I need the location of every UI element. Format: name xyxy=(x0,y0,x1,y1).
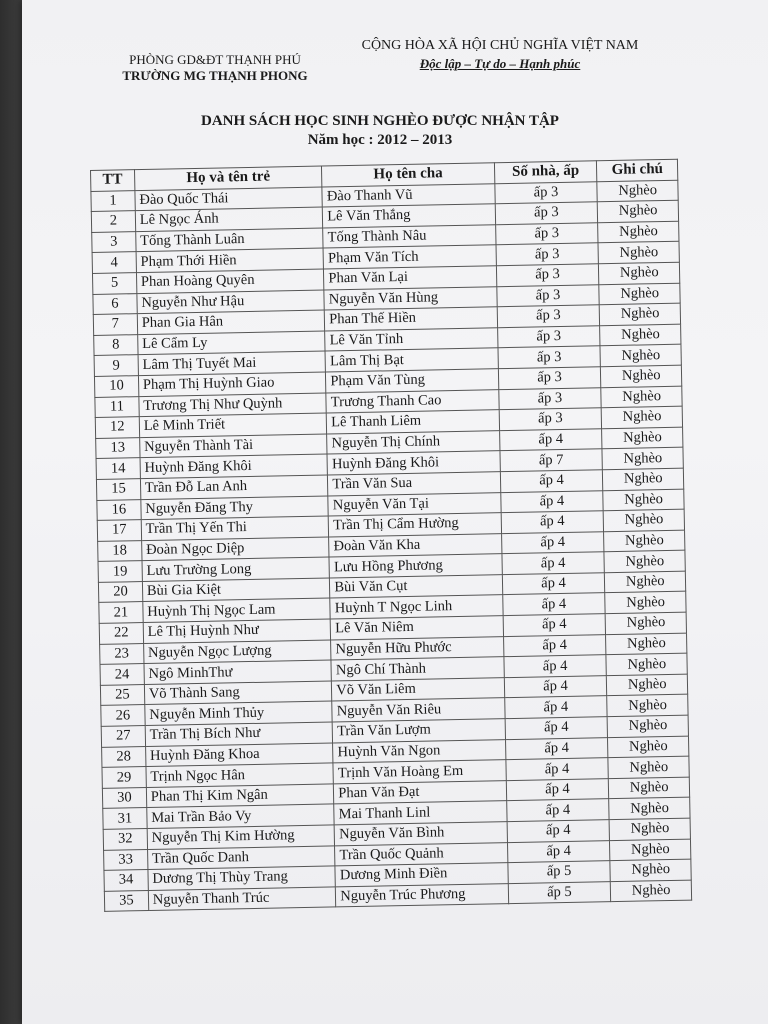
child-name: Phan Gia Hân xyxy=(137,310,325,334)
row-index: 8 xyxy=(94,334,138,355)
document-title: DANH SÁCH HỌC SINH NGHÈO ĐƯỢC NHẬN TẬP xyxy=(201,113,559,129)
row-index: 27 xyxy=(101,726,145,747)
note: Nghèo xyxy=(600,303,681,325)
row-index: 10 xyxy=(94,376,138,397)
address: ấp 4 xyxy=(506,799,609,822)
father-name: Nguyễn Văn Riêu xyxy=(332,698,505,722)
child-name: Trần Thị Yến Thi xyxy=(141,516,329,540)
father-name: Trương Thanh Cao xyxy=(326,389,499,413)
father-name: Đoàn Văn Kha xyxy=(329,533,502,557)
note: Nghèo xyxy=(610,859,691,881)
child-name: Trương Thị Như Quỳnh xyxy=(139,393,327,417)
father-name: Lê Thanh Liêm xyxy=(327,410,500,434)
note: Nghèo xyxy=(602,447,683,469)
note: Nghèo xyxy=(598,200,679,222)
row-index: 20 xyxy=(98,581,142,602)
issuer-block xyxy=(100,52,330,84)
note: Nghèo xyxy=(609,777,690,799)
row-index: 18 xyxy=(98,540,142,561)
note: Nghèo xyxy=(607,695,688,717)
row-index: 16 xyxy=(97,499,141,520)
column-header-address: Số nhà, ấp xyxy=(494,161,597,184)
row-index: 32 xyxy=(103,829,147,850)
child-name: Dương Thị Thùy Trang xyxy=(148,866,336,890)
child-name: Tống Thành Luân xyxy=(135,228,323,252)
row-index: 7 xyxy=(93,314,137,335)
child-name: Phan Thị Kim Ngân xyxy=(146,784,334,808)
row-index: 3 xyxy=(92,231,136,252)
address: ấp 4 xyxy=(504,696,607,719)
note: Nghèo xyxy=(604,550,685,572)
father-name: Lê Văn Thắng xyxy=(323,204,496,228)
note: Nghèo xyxy=(598,242,679,264)
child-name: Lê Thị Huỳnh Như xyxy=(143,619,331,643)
father-name: Huỳnh Văn Ngon xyxy=(333,739,506,763)
address: ấp 4 xyxy=(507,840,610,863)
row-index: 19 xyxy=(98,561,142,582)
father-name: Lưu Hồng Phương xyxy=(329,554,502,578)
father-name: Nguyễn Văn Hùng xyxy=(324,286,497,310)
father-name: Phạm Văn Tùng xyxy=(326,369,499,393)
address: ấp 4 xyxy=(501,511,604,534)
child-name: Lê Minh Triết xyxy=(139,413,327,437)
address: ấp 3 xyxy=(496,264,599,287)
note: Nghèo xyxy=(605,571,686,593)
father-name: Lâm Thị Bạt xyxy=(325,348,498,372)
note: Nghèo xyxy=(607,674,688,696)
father-name: Phan Văn Lại xyxy=(324,266,497,290)
child-name: Phan Hoàng Quyên xyxy=(136,269,324,293)
father-name: Phan Văn Đạt xyxy=(334,780,507,804)
child-name: Nguyễn Ngọc Lượng xyxy=(143,640,331,664)
row-index: 1 xyxy=(91,190,135,211)
address: ấp 5 xyxy=(507,861,610,884)
national-motto: Độc lập – Tự do – Hạnh phúc xyxy=(419,56,581,71)
address: ấp 4 xyxy=(500,490,603,513)
row-index: 14 xyxy=(96,458,140,479)
note: Nghèo xyxy=(599,283,680,305)
father-name: Huỳnh Đăng Khôi xyxy=(327,451,500,475)
address: ấp 4 xyxy=(501,552,604,575)
child-name: Nguyễn Đăng Thy xyxy=(141,495,329,519)
department-name: PHÒNG GD&ĐT THẠNH PHÚ xyxy=(129,52,301,67)
father-name: Trịnh Văn Hoàng Em xyxy=(333,760,506,784)
child-name: Nguyễn Thị Kim Hường xyxy=(147,825,335,849)
child-name: Lê Ngọc Ánh xyxy=(135,207,323,231)
father-name: Huỳnh T Ngọc Linh xyxy=(330,595,503,619)
child-name: Trần Quốc Danh xyxy=(147,846,335,870)
address: ấp 4 xyxy=(503,614,606,637)
father-name: Nguyễn Trúc Phương xyxy=(336,883,509,907)
address: ấp 7 xyxy=(500,449,603,472)
child-name: Đào Quốc Thái xyxy=(135,187,323,211)
child-name: Huỳnh Đăng Khoa xyxy=(145,743,333,767)
row-index: 2 xyxy=(91,211,135,232)
address: ấp 4 xyxy=(505,758,608,781)
row-index: 9 xyxy=(94,355,138,376)
father-name: Nguyễn Văn Tại xyxy=(328,492,501,516)
address: ấp 5 xyxy=(508,881,611,904)
note: Nghèo xyxy=(600,345,681,367)
address: ấp 4 xyxy=(501,531,604,554)
father-name: Lê Văn Tỉnh xyxy=(325,327,498,351)
note: Nghèo xyxy=(598,221,679,243)
school-name: TRƯỜNG MG THẠNH PHONG xyxy=(122,68,308,83)
row-index: 13 xyxy=(96,437,140,458)
child-name: Lưu Trường Long xyxy=(142,557,330,581)
note: Nghèo xyxy=(606,653,687,675)
father-name: Trần Thị Cẩm Hường xyxy=(329,513,502,537)
child-name: Huỳnh Đăng Khôi xyxy=(140,454,328,478)
address: ấp 4 xyxy=(505,717,608,740)
note: Nghèo xyxy=(599,262,680,284)
father-name: Mai Thanh Linl xyxy=(334,801,507,825)
note: Nghèo xyxy=(611,880,692,902)
row-index: 21 xyxy=(99,602,143,623)
note: Nghèo xyxy=(597,180,678,202)
address: ấp 4 xyxy=(503,655,606,678)
address: ấp 3 xyxy=(495,223,598,246)
document-title-block xyxy=(130,112,630,150)
column-header-note: Ghi chú xyxy=(597,159,678,181)
father-name: Dương Minh Điền xyxy=(335,863,508,887)
address: ấp 3 xyxy=(496,284,599,307)
student-roster-table xyxy=(90,159,692,913)
father-name: Ngô Chí Thành xyxy=(331,657,504,681)
note: Nghèo xyxy=(603,489,684,511)
father-name: Nguyễn Văn Bình xyxy=(334,822,507,846)
father-name: Nguyễn Hữu Phước xyxy=(331,636,504,660)
row-index: 29 xyxy=(102,767,146,788)
child-name: Ngô MinhThư xyxy=(144,660,332,684)
note: Nghèo xyxy=(608,715,689,737)
row-index: 31 xyxy=(103,808,147,829)
note: Nghèo xyxy=(604,530,685,552)
child-name: Trần Đỗ Lan Anh xyxy=(140,475,328,499)
address: ấp 3 xyxy=(496,243,599,266)
row-index: 26 xyxy=(101,705,145,726)
father-name: Trần Quốc Quảnh xyxy=(335,842,508,866)
address: ấp 4 xyxy=(504,676,607,699)
child-name: Nguyễn Như Hậu xyxy=(137,290,325,314)
row-index: 30 xyxy=(102,787,146,808)
row-index: 22 xyxy=(99,623,143,644)
address: ấp 4 xyxy=(499,428,602,451)
note: Nghèo xyxy=(610,818,691,840)
address: ấp 3 xyxy=(497,305,600,328)
child-name: Lê Cẩm Ly xyxy=(137,331,325,355)
column-header-father-name: Họ tên cha xyxy=(322,163,495,187)
note: Nghèo xyxy=(601,386,682,408)
child-name: Đoàn Ngọc Diệp xyxy=(141,537,329,561)
row-index: 5 xyxy=(92,273,136,294)
note: Nghèo xyxy=(603,468,684,490)
row-index: 35 xyxy=(104,890,148,911)
row-index: 34 xyxy=(104,870,148,891)
school-year: Năm học : 2012 – 2013 xyxy=(307,132,453,148)
row-index: 15 xyxy=(96,478,140,499)
row-index: 6 xyxy=(93,293,137,314)
address: ấp 4 xyxy=(500,470,603,493)
father-name: Võ Văn Liêm xyxy=(332,677,505,701)
address: ấp 4 xyxy=(503,634,606,657)
note: Nghèo xyxy=(604,509,685,531)
address: ấp 3 xyxy=(498,346,601,369)
address: ấp 4 xyxy=(506,778,609,801)
address: ấp 4 xyxy=(502,593,605,616)
father-name: Đào Thanh Vũ xyxy=(322,183,495,207)
note: Nghèo xyxy=(606,612,687,634)
child-name: Lâm Thị Tuyết Mai xyxy=(138,351,326,375)
national-heading xyxy=(340,37,660,73)
father-name: Tống Thành Nâu xyxy=(323,225,496,249)
column-header-index: TT xyxy=(91,170,135,191)
note: Nghèo xyxy=(600,324,681,346)
note: Nghèo xyxy=(602,406,683,428)
address: ấp 4 xyxy=(502,573,605,596)
table-body xyxy=(91,180,692,912)
address: ấp 3 xyxy=(498,387,601,410)
child-name: Bùi Gia Kiệt xyxy=(142,578,330,602)
child-name: Nguyễn Thành Tài xyxy=(139,434,327,458)
row-index: 12 xyxy=(95,417,139,438)
row-index: 25 xyxy=(100,684,144,705)
address: ấp 3 xyxy=(495,202,598,225)
father-name: Bùi Văn Cụt xyxy=(330,575,503,599)
note: Nghèo xyxy=(605,592,686,614)
father-name: Lê Văn Niêm xyxy=(330,616,503,640)
row-index: 28 xyxy=(102,746,146,767)
address: ấp 3 xyxy=(497,325,600,348)
note: Nghèo xyxy=(609,798,690,820)
father-name: Trần Văn Sua xyxy=(328,472,501,496)
father-name: Trần Văn Lượm xyxy=(332,719,505,743)
note: Nghèo xyxy=(610,839,691,861)
row-index: 4 xyxy=(92,252,136,273)
child-name: Võ Thành Sang xyxy=(144,681,332,705)
note: Nghèo xyxy=(601,365,682,387)
note: Nghèo xyxy=(608,736,689,758)
child-name: Phạm Thới Hiền xyxy=(136,248,324,272)
child-name: Huỳnh Thị Ngọc Lam xyxy=(143,598,331,622)
note: Nghèo xyxy=(606,633,687,655)
address: ấp 3 xyxy=(494,181,597,204)
row-index: 23 xyxy=(100,643,144,664)
address: ấp 4 xyxy=(505,737,608,760)
row-index: 11 xyxy=(95,396,139,417)
child-name: Nguyễn Minh Thủy xyxy=(145,701,333,725)
child-name: Nguyễn Thanh Trúc xyxy=(148,887,336,911)
father-name: Phan Thế Hiền xyxy=(325,307,498,331)
row-index: 33 xyxy=(104,849,148,870)
child-name: Phạm Thị Huỳnh Giao xyxy=(138,372,326,396)
address: ấp 4 xyxy=(507,820,610,843)
row-index: 17 xyxy=(97,520,141,541)
father-name: Phạm Văn Tích xyxy=(323,245,496,269)
note: Nghèo xyxy=(608,756,689,778)
column-header-child-name: Họ và tên trẻ xyxy=(134,166,322,190)
child-name: Trần Thị Bích Như xyxy=(145,722,333,746)
child-name: Mai Trần Bảo Vy xyxy=(147,804,335,828)
father-name: Nguyễn Thị Chính xyxy=(327,430,500,454)
child-name: Trịnh Ngọc Hân xyxy=(146,763,334,787)
row-index: 24 xyxy=(100,664,144,685)
nation-name: CỘNG HÒA XÃ HỘI CHỦ NGHĨA VIỆT NAM xyxy=(361,38,639,53)
note: Nghèo xyxy=(602,427,683,449)
address: ấp 3 xyxy=(498,367,601,390)
address: ấp 3 xyxy=(499,408,602,431)
